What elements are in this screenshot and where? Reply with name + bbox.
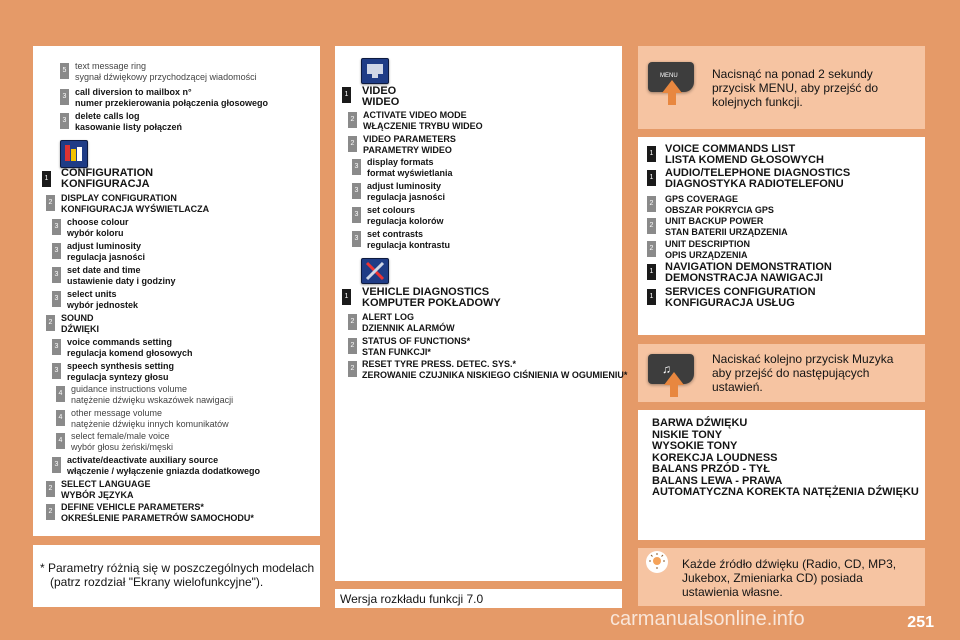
level-badge: 2 (46, 481, 55, 497)
item-label-en: adjust luminosity (67, 241, 142, 251)
level-badge: 3 (52, 267, 61, 283)
level-badge: 3 (352, 183, 361, 199)
item-label-en: call diversion to mailbox n° (75, 87, 192, 97)
sound-setting-item: KOREKCJA LOUDNESS (652, 451, 778, 464)
level-badge: 1 (647, 170, 656, 186)
item-label-pl: sygnał dźwiękowy przychodzącej wiadomości (75, 72, 257, 82)
level-badge: 4 (56, 410, 65, 426)
video-screen-icon (361, 58, 389, 84)
item-label-en: DEFINE VEHICLE PARAMETERS* (61, 502, 204, 512)
item-label-en: ACTIVATE VIDEO MODE (363, 110, 467, 120)
item-label-en: set date and time (67, 265, 141, 275)
menu-instruction-text: Nacisnąć na ponad 2 sekundy przycisk MENU, aby przejść do kolejnych funkcji. (712, 67, 879, 109)
sound-setting-item: WYSOKIE TONY (652, 440, 738, 452)
item-label-pl: WŁĄCZENIE TRYBU WIDEO (363, 121, 483, 131)
diag-title-pl: KOMPUTER POKŁADOWY (362, 297, 501, 309)
video-level-badge: 1 (342, 87, 351, 103)
item-label-pl: wybór jednostek (67, 300, 139, 310)
page-number: 251 (907, 614, 934, 631)
item-label-en: select units (67, 289, 117, 299)
item-label-en: VIDEO PARAMETERS (363, 134, 456, 144)
level-badge: 4 (56, 433, 65, 449)
sound-setting-item: AUTOMATYCZNA KOREKTA NATĘŻENIA DŹWIĘKU (652, 486, 919, 498)
item-label-pl: regulacja komend głosowych (67, 348, 193, 358)
item-label-pl: OKREŚLENIE PARAMETRÓW SAMOCHODU* (61, 513, 254, 523)
item-label-pl: regulacja jasności (67, 252, 146, 262)
menu-button-label: MENU (660, 73, 678, 79)
level-badge: 3 (52, 363, 61, 379)
item-label-pl: STAN BATERII URZĄDZENIA (665, 227, 788, 237)
level-badge: 1 (647, 146, 656, 162)
level-badge: 3 (52, 457, 61, 473)
item-label-en: delete calls log (75, 111, 140, 121)
item-label-en: UNIT BACKUP POWER (665, 216, 764, 226)
config-title-en: CONFIGURATION (61, 167, 154, 179)
item-label-pl: LISTA KOMEND GŁOSOWYCH (665, 154, 824, 166)
level-badge: 5 (60, 63, 69, 79)
level-badge: 3 (352, 207, 361, 223)
item-label-pl: kasowanie listy połączeń (75, 122, 183, 132)
item-label-pl: OBSZAR POKRYCIA GPS (665, 205, 774, 215)
item-label-en: display formats (367, 157, 434, 167)
settings-flags-icon (60, 140, 88, 168)
item-label-pl: regulacja kontrastu (367, 240, 451, 250)
level-badge: 3 (60, 89, 69, 105)
item-label-en: set contrasts (367, 229, 424, 239)
item-label-en: set colours (367, 205, 416, 215)
level-badge: 4 (56, 386, 65, 402)
arrow-stem (668, 93, 676, 105)
level-badge: 2 (348, 136, 357, 152)
config-level-badge: 1 (42, 171, 51, 187)
sound-setting-item: BALANS PRZÓD - TYŁ (652, 463, 770, 475)
lightbulb-icon (646, 551, 668, 573)
level-badge: 2 (647, 218, 656, 234)
item-label-pl: DEMONSTRACJA NAWIGACJI (665, 272, 823, 284)
item-label-pl: wybór głosu żeński/męski (71, 442, 174, 452)
tip-text: Każde źródło dźwięku (Radio, CD, MP3, Jukebox, Zmieniarka CD) posiada ustawienia własne. (682, 557, 897, 599)
video-title-en: VIDEO (362, 85, 397, 97)
level-badge: 2 (647, 196, 656, 212)
item-label-en: choose colour (67, 217, 129, 227)
level-badge: 1 (647, 289, 656, 305)
item-label-pl: ustawienie daty i godziny (67, 276, 176, 286)
item-label-pl: regulacja syntezy głosu (67, 372, 169, 382)
item-label-en: RESET TYRE PRESS. DETEC. SYS.* (362, 359, 517, 369)
level-badge: 2 (46, 315, 55, 331)
level-badge: 1 (647, 264, 656, 280)
item-label-en: select female/male voice (71, 431, 170, 441)
item-label-en: ALERT LOG (362, 312, 414, 322)
footnote-line-2: (patrz rozdział "Ekrany wielofunkcyjne"). (50, 575, 264, 589)
item-label-pl: DIAGNOSTYKA RADIOTELEFONU (665, 178, 844, 190)
item-label-en: SOUND (61, 313, 94, 323)
item-label-pl: DZIENNIK ALARMÓW (362, 323, 455, 333)
diag-level-badge: 1 (342, 289, 351, 305)
version-label: Wersja rozkładu funkcji 7.0 (340, 592, 484, 606)
level-badge: 2 (348, 338, 357, 354)
item-label-pl: KONFIGURACJA WYŚWIETLACZA (61, 204, 210, 214)
level-badge: 3 (352, 159, 361, 175)
item-label-en: text message ring (75, 61, 147, 71)
item-label-pl: format wyświetlania (367, 168, 453, 178)
footnote-line-1: * Parametry różnią się w poszczególnych modelach (40, 561, 315, 575)
music-arrow-up-icon (664, 372, 684, 385)
item-label-en: activate/deactivate auxiliary source (67, 455, 219, 465)
item-label-pl: regulacja jasności (367, 192, 446, 202)
item-label-en: STATUS OF FUNCTIONS* (362, 336, 471, 346)
item-label-en: DISPLAY CONFIGURATION (61, 193, 177, 203)
level-badge: 3 (52, 243, 61, 259)
item-label-pl: numer przekierowania połączenia głosowego (75, 98, 269, 108)
item-label-en: guidance instructions volume (71, 384, 188, 394)
arrow-up-icon (662, 80, 682, 93)
item-label-en: speech synthesis setting (67, 361, 175, 371)
level-badge: 3 (52, 291, 61, 307)
item-label-pl: ZEROWANIE CZUJNIKA NISKIEGO CIŚNIENIA W OGUMIENIU* (362, 370, 628, 380)
level-badge: 2 (348, 112, 357, 128)
item-label-en: NAVIGATION DEMONSTRATION (665, 261, 832, 273)
level-badge: 3 (60, 113, 69, 129)
music-arrow-stem (670, 385, 678, 397)
item-label-pl: natężenie dźwięku wskazówek nawigacji (71, 395, 234, 405)
item-label-en: other message volume (71, 408, 163, 418)
item-label-pl: KONFIGURACJA USŁUG (665, 297, 795, 309)
diag-title-en: VEHICLE DIAGNOSTICS (362, 286, 490, 298)
config-title-pl: KONFIGURACJA (61, 178, 150, 190)
item-label-pl: WYBÓR JĘZYKA (61, 490, 134, 500)
item-label-en: adjust luminosity (367, 181, 442, 191)
level-badge: 3 (52, 219, 61, 235)
item-label-en: AUDIO/TELEPHONE DIAGNOSTICS (665, 167, 851, 179)
item-label-pl: wybór koloru (67, 228, 124, 238)
level-badge: 2 (348, 314, 357, 330)
level-badge: 3 (352, 231, 361, 247)
level-badge: 2 (647, 241, 656, 257)
watermark: carmanualsonline.info (610, 608, 805, 630)
item-label-pl: STAN FUNKCJI* (362, 347, 431, 357)
item-label-en: GPS COVERAGE (665, 194, 739, 204)
video-title-pl: WIDEO (362, 96, 400, 108)
item-label-en: SERVICES CONFIGURATION (665, 286, 816, 298)
level-badge: 2 (46, 195, 55, 211)
item-label-en: SELECT LANGUAGE (61, 479, 151, 489)
item-label-pl: regulacja kolorów (367, 216, 444, 226)
sound-setting-item: BARWA DŹWIĘKU (652, 417, 748, 429)
item-label-pl: PARAMETRY WIDEO (363, 145, 452, 155)
item-label-en: UNIT DESCRIPTION (665, 239, 751, 249)
item-label-pl: włączenie / wyłączenie gniazda dodatkowego (67, 466, 261, 476)
music-note-icon: ♫ (648, 354, 694, 384)
item-label-en: voice commands setting (67, 337, 173, 347)
music-instruction-text: Naciskać kolejno przycisk Muzyka aby przejść do następujących ustawień. (712, 352, 894, 394)
sound-setting-item: NISKIE TONY (652, 428, 723, 441)
item-label-en: VOICE COMMANDS LIST (665, 143, 796, 155)
item-label-pl: natężenie dźwięku innych komunikatów (71, 419, 229, 429)
item-label-pl: DŹWIĘKI (61, 324, 99, 334)
level-badge: 2 (46, 504, 55, 520)
sound-setting-item: BALANS LEWA - PRAWA (652, 474, 783, 487)
item-label-pl: OPIS URZĄDZENIA (665, 250, 748, 260)
wrench-screwdriver-icon (361, 258, 389, 284)
level-badge: 3 (52, 339, 61, 355)
level-badge: 2 (348, 361, 357, 377)
